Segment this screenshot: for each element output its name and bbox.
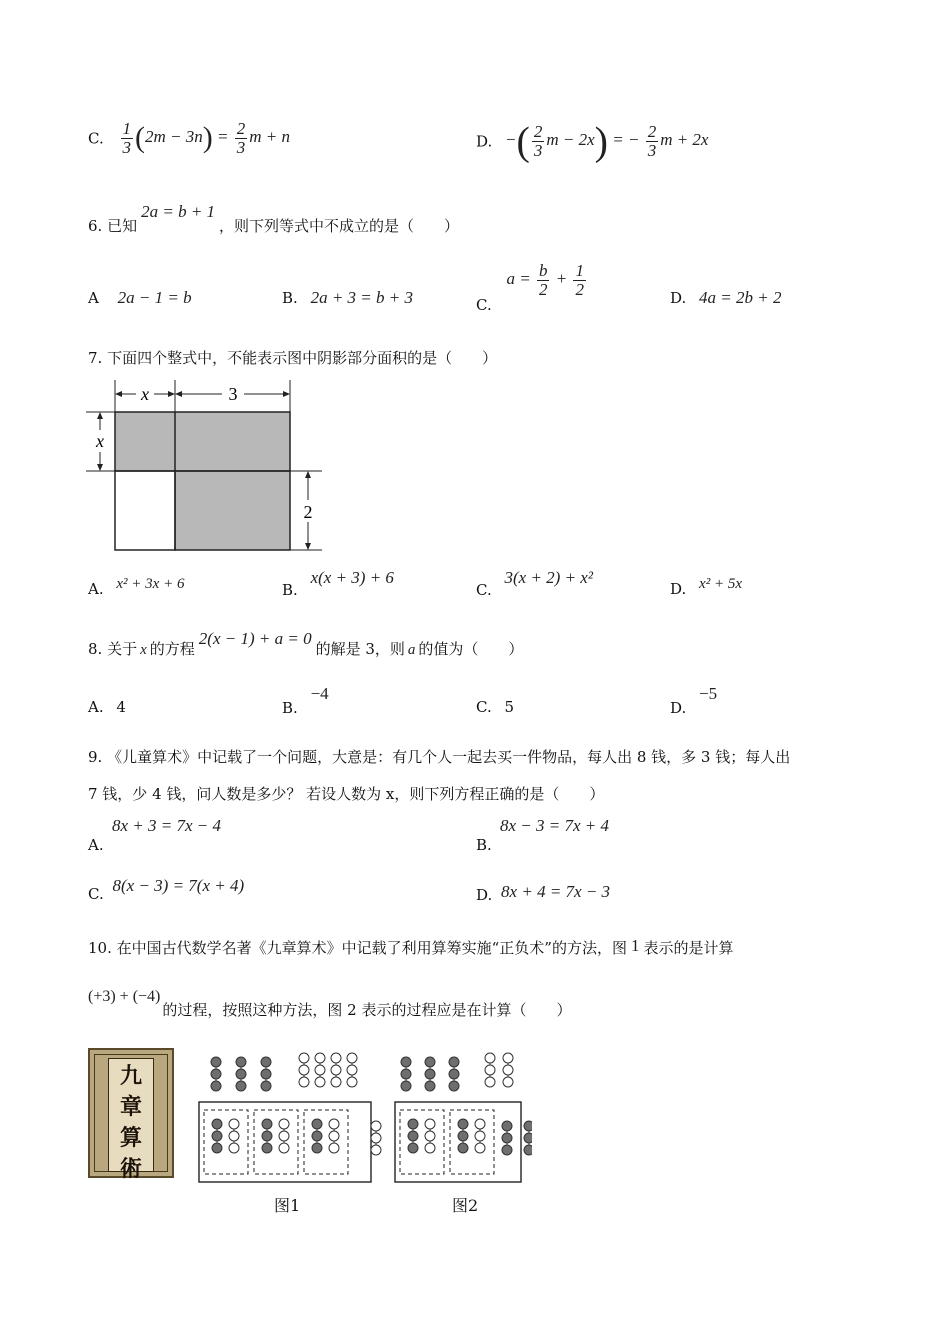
lhs: a = (506, 269, 531, 289)
bead (475, 1131, 485, 1141)
bead (211, 1057, 221, 1067)
q7-figure (84, 376, 334, 558)
option-label: C. (88, 885, 104, 903)
dashed-group (204, 1110, 248, 1174)
q7-option-d (670, 574, 742, 598)
option-label: D. (670, 289, 687, 307)
q10-stem-line2 (88, 985, 572, 1019)
q8-stem (88, 629, 524, 659)
bead (408, 1143, 418, 1153)
option-label: A. (88, 580, 104, 598)
bead (425, 1057, 435, 1067)
figure-2-caption: 图2 (452, 1196, 479, 1215)
option-expression: x(x + 3) + 6 (310, 568, 394, 587)
bead (401, 1081, 411, 1091)
bead (485, 1053, 495, 1063)
option-expression: 8(x − 3) = 7(x + 4) (112, 876, 245, 895)
option-value: −5 (699, 684, 718, 703)
stem-text: 6. 已知 (88, 217, 138, 235)
q6-option-d (670, 288, 782, 308)
bead (458, 1131, 468, 1141)
bead (485, 1077, 495, 1087)
q9-stem-line2: 7 钱，少 4 钱，问人数是多少？ 若设人数为 x，则下列方程正确的是（ ） (88, 785, 605, 803)
option-value: 5 (504, 698, 515, 716)
bead (261, 1081, 271, 1091)
q8-option-b (282, 684, 329, 717)
frac-den: 3 (533, 141, 543, 160)
equals: = − (612, 130, 640, 150)
figure-1-counting-rods (196, 1050, 386, 1185)
option-label: C. (88, 129, 104, 148)
q5-c-expression: $\frac{1}{3}$ (2m − 3n) = $\frac{2}{3}$ m + n (122, 119, 290, 157)
frac-num: 1 (575, 261, 584, 280)
book-title-char: 章 (119, 1095, 142, 1120)
option-value: −4 (310, 684, 329, 703)
option-label: C. (476, 698, 492, 716)
bead (347, 1077, 357, 1087)
option-expression: 8x + 4 = 7x − 3 (501, 882, 611, 901)
book-title-char: 九 (119, 1064, 142, 1089)
dashed-group (304, 1110, 348, 1174)
q5-d-expression: −( $\frac{2}{3}$ m − 2x) = − $\frac{2}{3}$ m + 2x (505, 119, 709, 164)
bead (315, 1053, 325, 1063)
q7-option-a (88, 574, 185, 598)
option-label: D. (670, 580, 687, 598)
bead (425, 1119, 435, 1129)
stem-text: 的过程，按照这种方法，图 2 表示的过程应是在计算（ ） (162, 1001, 572, 1019)
bead (401, 1069, 411, 1079)
bead (229, 1131, 239, 1141)
paren-content: m − 2x (546, 130, 595, 150)
stem-math: (+3) + (−4) (88, 988, 161, 1005)
option-label: D. (476, 132, 493, 151)
q8-option-a (88, 698, 126, 716)
bead (236, 1081, 246, 1091)
bead (331, 1053, 341, 1063)
bead (236, 1057, 246, 1067)
dashed-group (254, 1110, 298, 1174)
bead (449, 1081, 459, 1091)
frame (199, 1102, 371, 1182)
bead (312, 1143, 322, 1153)
bead (408, 1119, 418, 1129)
stem-num: 1 (630, 936, 640, 955)
bead (212, 1131, 222, 1141)
option-label: A. (88, 836, 104, 854)
equals: = (217, 127, 229, 147)
frac-num: 1 (122, 119, 131, 138)
bead (401, 1057, 411, 1067)
label-top-3: 3 (228, 384, 238, 404)
bead (331, 1077, 341, 1087)
option-expression: 8x + 3 = 7x − 4 (112, 816, 222, 835)
bead (279, 1131, 289, 1141)
frac-num: b (538, 261, 548, 280)
option-expression: 2a − 1 = b (117, 288, 192, 307)
frac-den: 2 (538, 279, 548, 299)
bead (502, 1145, 512, 1155)
frac-den: 3 (647, 141, 657, 160)
plus: + (555, 269, 568, 289)
book-title-label (108, 1058, 154, 1182)
bead (212, 1119, 222, 1129)
bead (299, 1053, 309, 1063)
book-cover-image (88, 1048, 174, 1182)
bead (315, 1065, 325, 1075)
q6-stem (88, 202, 460, 236)
shaded-top (115, 412, 290, 471)
bead (524, 1121, 532, 1131)
stem-text: 的解是 3，则 (315, 640, 405, 658)
stem-text: 8. 关于 (88, 640, 138, 658)
bead (425, 1143, 435, 1153)
stem-var: x (140, 642, 147, 658)
bead (329, 1119, 339, 1129)
frac-den: 3 (236, 137, 246, 157)
book-title-char: 算 (119, 1126, 142, 1151)
bead (262, 1131, 272, 1141)
option-expression: x² + 5x (699, 576, 742, 592)
bead (371, 1145, 381, 1155)
option-expression (506, 261, 588, 299)
option-label: B. (282, 289, 298, 307)
label-right-2: 2 (303, 502, 313, 522)
frac-den: 2 (575, 279, 584, 299)
bead (236, 1069, 246, 1079)
option-expression: x² + 3x + 6 (116, 576, 185, 592)
bead (347, 1065, 357, 1075)
frac-num: 2 (236, 119, 246, 138)
bead (503, 1053, 513, 1063)
q9-stem-line1: 9. 《儿童算术》中记载了一个问题，大意是：有几个人一起去买一件物品，每人出 8 钱，多 3 钱；每人出 (88, 748, 791, 766)
option-value: 4 (116, 698, 126, 716)
option-label: D. (476, 886, 493, 904)
stem-var: a (407, 642, 416, 658)
bead (261, 1057, 271, 1067)
bead (449, 1057, 459, 1067)
option-label: A. (88, 698, 104, 716)
q9-option-c (88, 876, 245, 903)
stem-text: ，则下列等式中不成立的是（ ） (219, 217, 460, 235)
bead (347, 1053, 357, 1063)
q9-option-d (476, 882, 610, 902)
option-label: B. (282, 699, 298, 717)
bead (502, 1121, 512, 1131)
bead (502, 1133, 512, 1143)
bead (524, 1133, 532, 1143)
label-left-x: x (96, 431, 104, 451)
q10-stem-line1 (88, 937, 733, 958)
bead (458, 1119, 468, 1129)
expr-rest: m + n (249, 127, 290, 147)
bead (211, 1069, 221, 1079)
frac-num: 2 (533, 122, 543, 142)
bead (212, 1143, 222, 1153)
bead (485, 1065, 495, 1075)
option-expression: 4a = 2b + 2 (699, 288, 782, 307)
stem-math: 2(x − 1) + a = 0 (198, 629, 312, 648)
q6-option-b (282, 288, 413, 308)
bead (279, 1143, 289, 1153)
bead (425, 1069, 435, 1079)
q7-option-b (282, 568, 394, 599)
bead (331, 1065, 341, 1075)
bead (329, 1143, 339, 1153)
q5-option-d (476, 118, 708, 165)
shaded-bottom-right (175, 471, 290, 550)
bead (312, 1119, 322, 1129)
q6-option-c (476, 261, 588, 315)
bead (503, 1077, 513, 1087)
frac-den: 3 (122, 137, 131, 157)
bead (524, 1145, 532, 1155)
option-label: B. (282, 581, 298, 599)
bead (503, 1065, 513, 1075)
label-top-x: x (141, 384, 149, 404)
stem-text: 的方程 (149, 640, 195, 658)
frac-num: 2 (647, 122, 657, 142)
bead (425, 1081, 435, 1091)
bead (475, 1119, 485, 1129)
bead (458, 1143, 468, 1153)
bead (475, 1143, 485, 1153)
bead (408, 1131, 418, 1141)
q5-option-c (88, 120, 290, 157)
bead (449, 1069, 459, 1079)
paren-content: 2m − 3n (145, 127, 203, 147)
bead (312, 1131, 322, 1141)
stem-text: 10. 在中国古代数学名著《九章算术》中记载了利用算筹实施“正负术”的方法，图 (88, 939, 627, 957)
bead (329, 1131, 339, 1141)
q7-stem: 7. 下面四个整式中，不能表示图中阴影部分面积的是（ ） (88, 349, 498, 367)
q9-option-b (476, 816, 609, 854)
bead (425, 1131, 435, 1141)
option-expression: 2a + 3 = b + 3 (310, 288, 413, 307)
bead (371, 1133, 381, 1143)
bead (262, 1143, 272, 1153)
stem-math: 2a = b + 1 (141, 202, 216, 221)
bead (229, 1119, 239, 1129)
q8-option-d (670, 684, 718, 717)
q8-option-c (476, 698, 514, 716)
dashed-group (400, 1110, 444, 1174)
option-label: D. (670, 699, 687, 717)
bead (315, 1077, 325, 1087)
neg-sign: − (505, 130, 517, 150)
q9-option-a (88, 816, 221, 854)
expr-rest: m + 2x (660, 130, 709, 150)
option-expression: 8x − 3 = 7x + 4 (500, 816, 610, 835)
figure-1-caption: 图1 (274, 1196, 301, 1215)
q6-option-a (88, 288, 192, 308)
option-label: B. (476, 836, 492, 854)
bead (279, 1119, 289, 1129)
option-expression: 3(x + 2) + x² (504, 568, 593, 587)
figure-2-counting-rods (392, 1050, 532, 1185)
bead (211, 1081, 221, 1091)
bead (299, 1077, 309, 1087)
q7-option-c (476, 568, 593, 599)
bead (262, 1119, 272, 1129)
option-label: C. (476, 296, 492, 315)
book-title-char: 術 (119, 1157, 142, 1182)
frame (395, 1102, 521, 1182)
bead (261, 1069, 271, 1079)
bead (299, 1065, 309, 1075)
option-label: C. (476, 581, 492, 599)
option-label: A (88, 289, 99, 307)
bead (229, 1143, 239, 1153)
stem-text: 的值为（ ） (418, 640, 524, 658)
stem-text: 表示的是计算 (643, 939, 734, 957)
dashed-group (450, 1110, 494, 1174)
bead (371, 1121, 381, 1131)
